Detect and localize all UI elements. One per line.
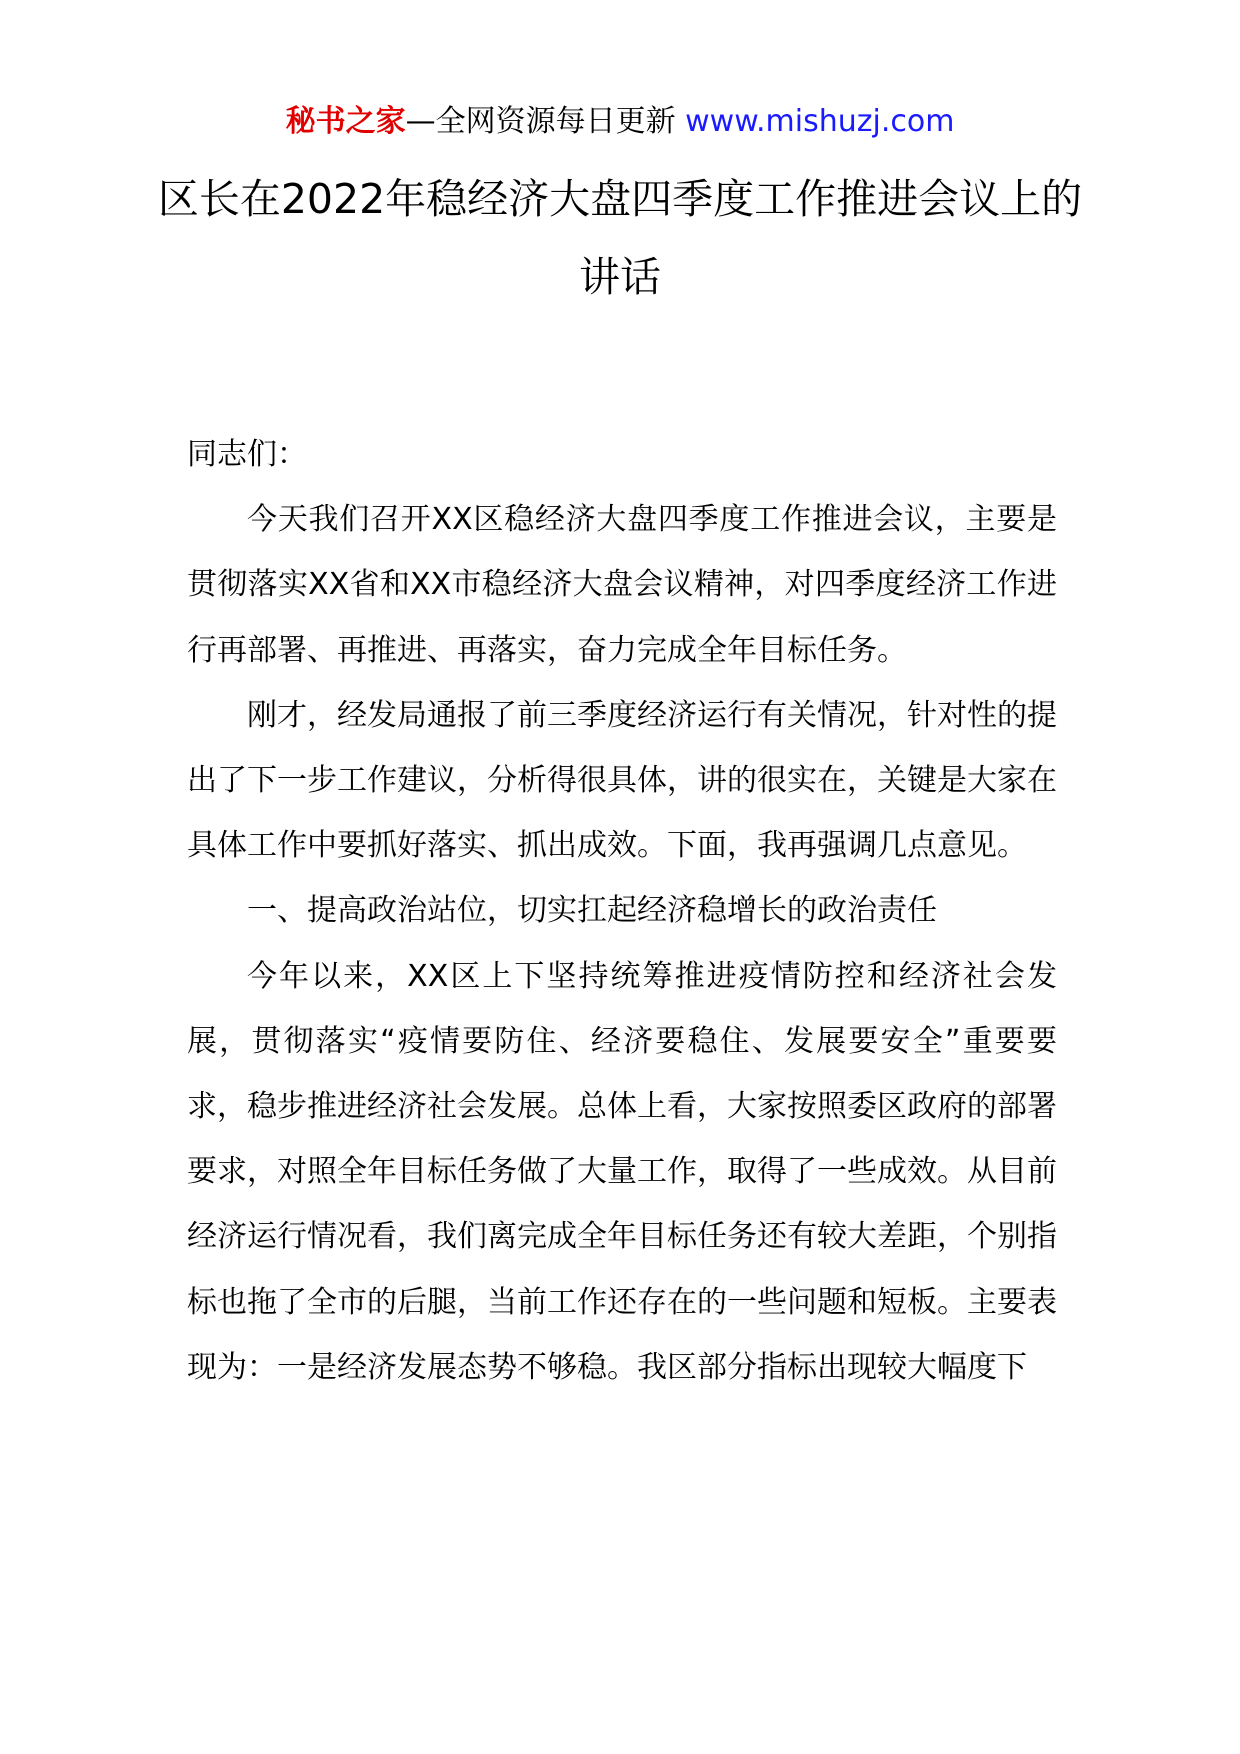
site-slogan: —全网资源每日更新 [405, 104, 676, 139]
paragraph-intro: 今天我们召开XX区稳经济大盘四季度工作推进会议，主要是贯彻落实XX省和XX市稳经济大盘会议精神，对四季度经济工作进行再部署、再推进、再落实，奋力完成全年目标任务。 [187, 502, 1057, 668]
document-body [187, 422, 1057, 1400]
document-title: 区长在2022年稳经济大盘四季度工作推进会议上的讲话 [157, 175, 1083, 301]
site-url-link[interactable]: www.mishuzj.com [685, 104, 955, 139]
section-heading-1: 一、提高政治站位，切实扛起经济稳增长的政治责任 [247, 893, 937, 929]
salutation: 同志们： [187, 437, 307, 472]
site-brand: 秘书之家 [285, 104, 406, 139]
paragraph-review: 刚才，经发局通报了前三季度经济运行有关情况，针对性的提出了下一步工作建议，分析得很具体，讲的很实在，关键是大家在具体工作中要抓好落实、抓出成效。下面，我再强调几点意见。 [187, 697, 1057, 864]
paragraph-situation: 今年以来，XX区上下坚持统筹推进疫情防控和经济社会发展，贯彻落实“疫情要防住、经济要稳住、发展要安全”重要要求，稳步推进经济社会发展。总体上看，大家按照委区政府的部署要求，对照全年目标任务做了大量工作，取得了一些成效。从目前经济运行情况看，我们离完成全年目标任务还有较大差距，个别指标也拖了全市的后腿，当前工作还存在的一些问题和短板。主要表现为：一是经济发展态势不够稳。我区部分指标出现较大幅度下 [187, 958, 1057, 1385]
site-header [0, 100, 1240, 144]
